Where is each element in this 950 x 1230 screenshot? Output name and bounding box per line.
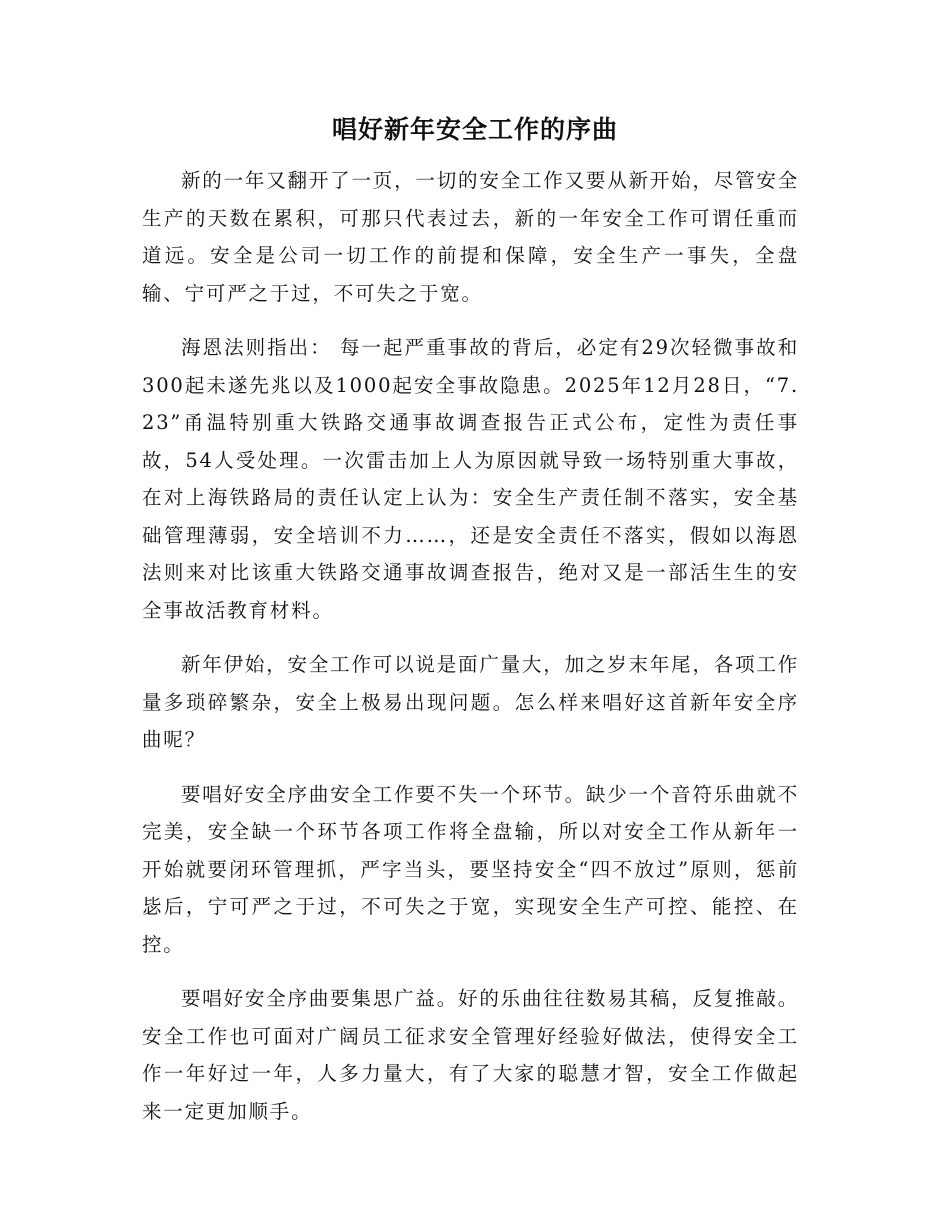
paragraph-heinrich-law: 海恩法则指出： 每一起严重事故的背后，必定有29次轻微事故和300起未遂先兆以及1000起安全事故隐患。2025年12月28日，“7.23”甬温特别重大铁路交通事故调查报告正式公布，定性为责任事故，54人受处理。一次雷击加上人为原因就导致一场特别重大事故，在对上海铁路局的责任认定上认为：安全生产责任制不落实，安全基础管理薄弱，安全培训不力……，还是安全责任不落实，假如以海恩法则来对比该重大铁路交通事故调查报告，绝对又是一部活生生的安全事故活教育材料。 bbox=[142, 336, 799, 622]
document-body bbox=[142, 162, 799, 1147]
paragraph-intro: 新的一年又翻开了一页，一切的安全工作又要从新开始，尽管安全生产的天数在累积，可那只代表过去，新的一年安全工作可谓任重而道远。安全是公司一切工作的前提和保障，安全生产一事失，全盘输、宁可严之于过，不可失之于宽。 bbox=[142, 169, 799, 305]
document-title: 唱好新年安全工作的序曲 bbox=[331, 115, 618, 144]
paragraph-every-link: 要唱好安全序曲安全工作要不失一个环节。缺少一个音符乐曲就不完美，安全缺一个环节各项工作将全盘输，所以对安全工作从新年一开始就要闭环管理抓，严字当头，要坚持安全“四不放过”原则，惩前毖后，宁可严之于过，不可失之于宽，实现安全生产可控、能控、在控。 bbox=[142, 782, 799, 956]
paragraph-new-year: 新年伊始，安全工作可以说是面广量大，加之岁末年尾，各项工作量多琐碎繁杂，安全上极易出现问题。怎么样来唱好这首新年安全序曲呢？ bbox=[142, 653, 799, 751]
paragraph-collective-wisdom: 要唱好安全序曲要集思广益。好的乐曲往往数易其稿，反复推敲。安全工作也可面对广阔员工征求安全管理好经验好做法，使得安全工作一年好过一年，人多力量大，有了大家的聪慧才智，安全工作做起来一定更加顺手。 bbox=[142, 987, 799, 1123]
